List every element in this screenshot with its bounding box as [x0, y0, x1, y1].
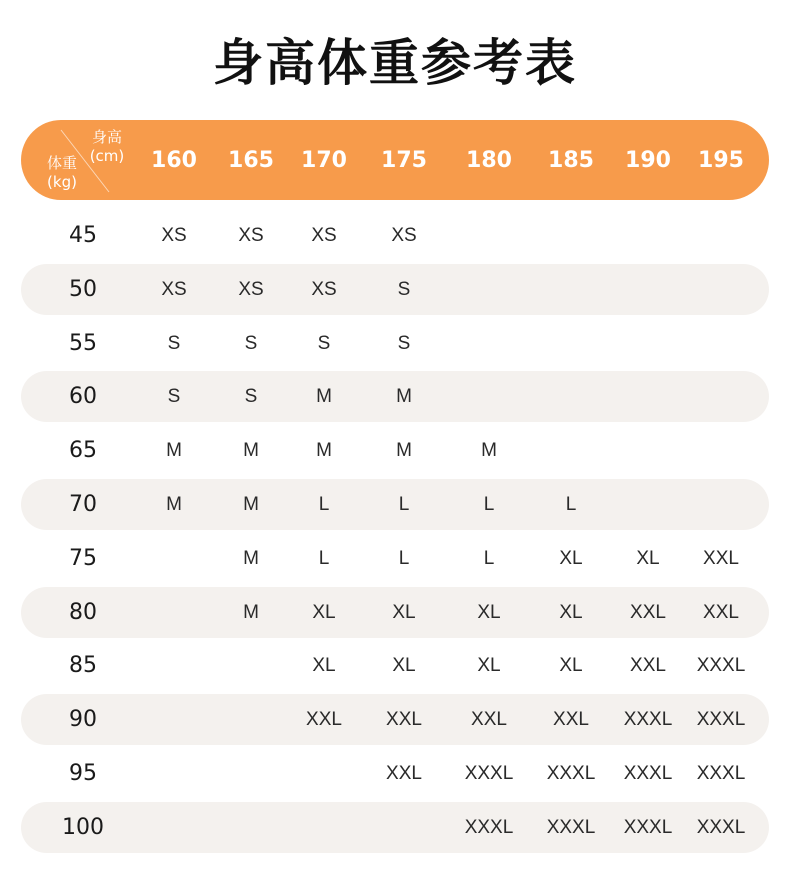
table-row [21, 748, 769, 799]
size-cell: XS [311, 278, 337, 300]
size-cell: XL [312, 655, 336, 677]
size-cell: L [398, 547, 410, 569]
size-cell: M [316, 386, 332, 408]
size-cell: M [243, 601, 259, 623]
size-cell: XXL [703, 601, 739, 623]
size-cell: S [397, 332, 411, 354]
size-cell: XS [391, 225, 417, 246]
size-cell: M [243, 494, 259, 515]
height-label: 身高 [91, 128, 122, 146]
size-cell: L [565, 494, 577, 515]
weight-unit: (kg) [47, 173, 77, 191]
size-cell: S [167, 332, 181, 354]
header-height-195: 195 [698, 148, 744, 173]
weight-cell: 80 [69, 599, 97, 625]
header-height-170: 170 [301, 148, 347, 173]
size-cell: L [483, 547, 495, 569]
weight-axis-label [39, 154, 85, 192]
size-cell: XL [636, 547, 660, 569]
size-cell: XXXL [546, 816, 596, 838]
size-cell: XL [477, 655, 501, 677]
size-cell: XL [559, 547, 583, 569]
size-cell: M [396, 440, 412, 462]
size-cell: XL [392, 601, 416, 623]
size-cell: M [481, 440, 497, 462]
weight-cell: 95 [69, 761, 97, 786]
size-cell: M [166, 494, 182, 515]
size-cell: XXL [386, 763, 422, 784]
table-row [21, 640, 769, 691]
size-cell: XS [161, 278, 187, 300]
table-row [21, 479, 769, 530]
size-cell: L [318, 494, 330, 515]
size-cell: L [318, 547, 330, 569]
header-height-190: 190 [625, 148, 671, 173]
size-cell: XXL [630, 655, 666, 677]
table-row [21, 318, 769, 369]
size-cell: XXXL [696, 763, 746, 784]
size-cell: M [396, 386, 412, 408]
table-row [21, 264, 769, 315]
size-cell: XXXL [623, 709, 673, 731]
size-cell: M [243, 547, 259, 569]
size-cell: XXXL [546, 763, 596, 784]
size-cell: XXL [306, 709, 342, 731]
table-row [21, 533, 769, 584]
size-cell: XXL [471, 709, 507, 731]
header-height-165: 165 [228, 148, 274, 173]
size-cell: XXXL [696, 709, 746, 731]
table-row [21, 694, 769, 745]
weight-cell: 70 [69, 492, 97, 517]
table-row [21, 425, 769, 476]
size-cell: XL [392, 655, 416, 677]
header-height-180: 180 [466, 148, 512, 173]
header-height-185: 185 [548, 148, 594, 173]
size-cell: XL [559, 601, 583, 623]
weight-cell: 55 [69, 330, 97, 356]
size-cell: M [316, 440, 332, 462]
weight-cell: 50 [69, 276, 97, 302]
page-title: 身高体重参考表 [213, 34, 577, 92]
weight-cell: 90 [69, 707, 97, 733]
size-cell: L [483, 494, 495, 515]
size-cell: XXL [386, 709, 422, 731]
size-cell: XS [311, 225, 337, 246]
header-corner-cell [21, 120, 141, 200]
size-cell: XXL [703, 547, 739, 569]
size-cell: XS [238, 225, 264, 246]
size-cell: L [398, 494, 410, 515]
table-header [21, 120, 769, 200]
size-cell: XXXL [623, 816, 673, 838]
size-cell: XXXL [623, 763, 673, 784]
weight-cell: 100 [62, 814, 104, 840]
weight-label: 体重 [46, 154, 77, 172]
size-cell: XS [161, 225, 187, 246]
table-row [21, 587, 769, 638]
size-cell: S [397, 278, 411, 300]
table-row [21, 371, 769, 422]
height-axis-label [83, 128, 131, 166]
size-cell: XXL [630, 601, 666, 623]
size-cell: XXXL [696, 816, 746, 838]
weight-cell: 65 [69, 438, 97, 464]
size-cell: M [243, 440, 259, 462]
weight-cell: 75 [69, 545, 97, 571]
size-cell: XXXL [464, 763, 514, 784]
size-cell: XS [238, 278, 264, 300]
size-cell: S [317, 332, 331, 354]
header-height-160: 160 [151, 148, 197, 173]
height-unit: (cm) [89, 147, 125, 165]
size-cell: S [244, 386, 258, 408]
weight-cell: 45 [69, 223, 97, 248]
size-cell: XXL [553, 709, 589, 731]
size-cell: M [166, 440, 182, 462]
size-cell: XXXL [464, 816, 514, 838]
weight-cell: 60 [69, 384, 97, 410]
table-row [21, 210, 769, 261]
size-cell: S [244, 332, 258, 354]
weight-cell: 85 [69, 653, 97, 679]
table-row [21, 802, 769, 853]
size-cell: S [167, 386, 181, 408]
size-cell: XL [312, 601, 336, 623]
header-height-175: 175 [381, 148, 427, 173]
size-cell: XXXL [696, 655, 746, 677]
size-cell: XL [559, 655, 583, 677]
size-cell: XL [477, 601, 501, 623]
